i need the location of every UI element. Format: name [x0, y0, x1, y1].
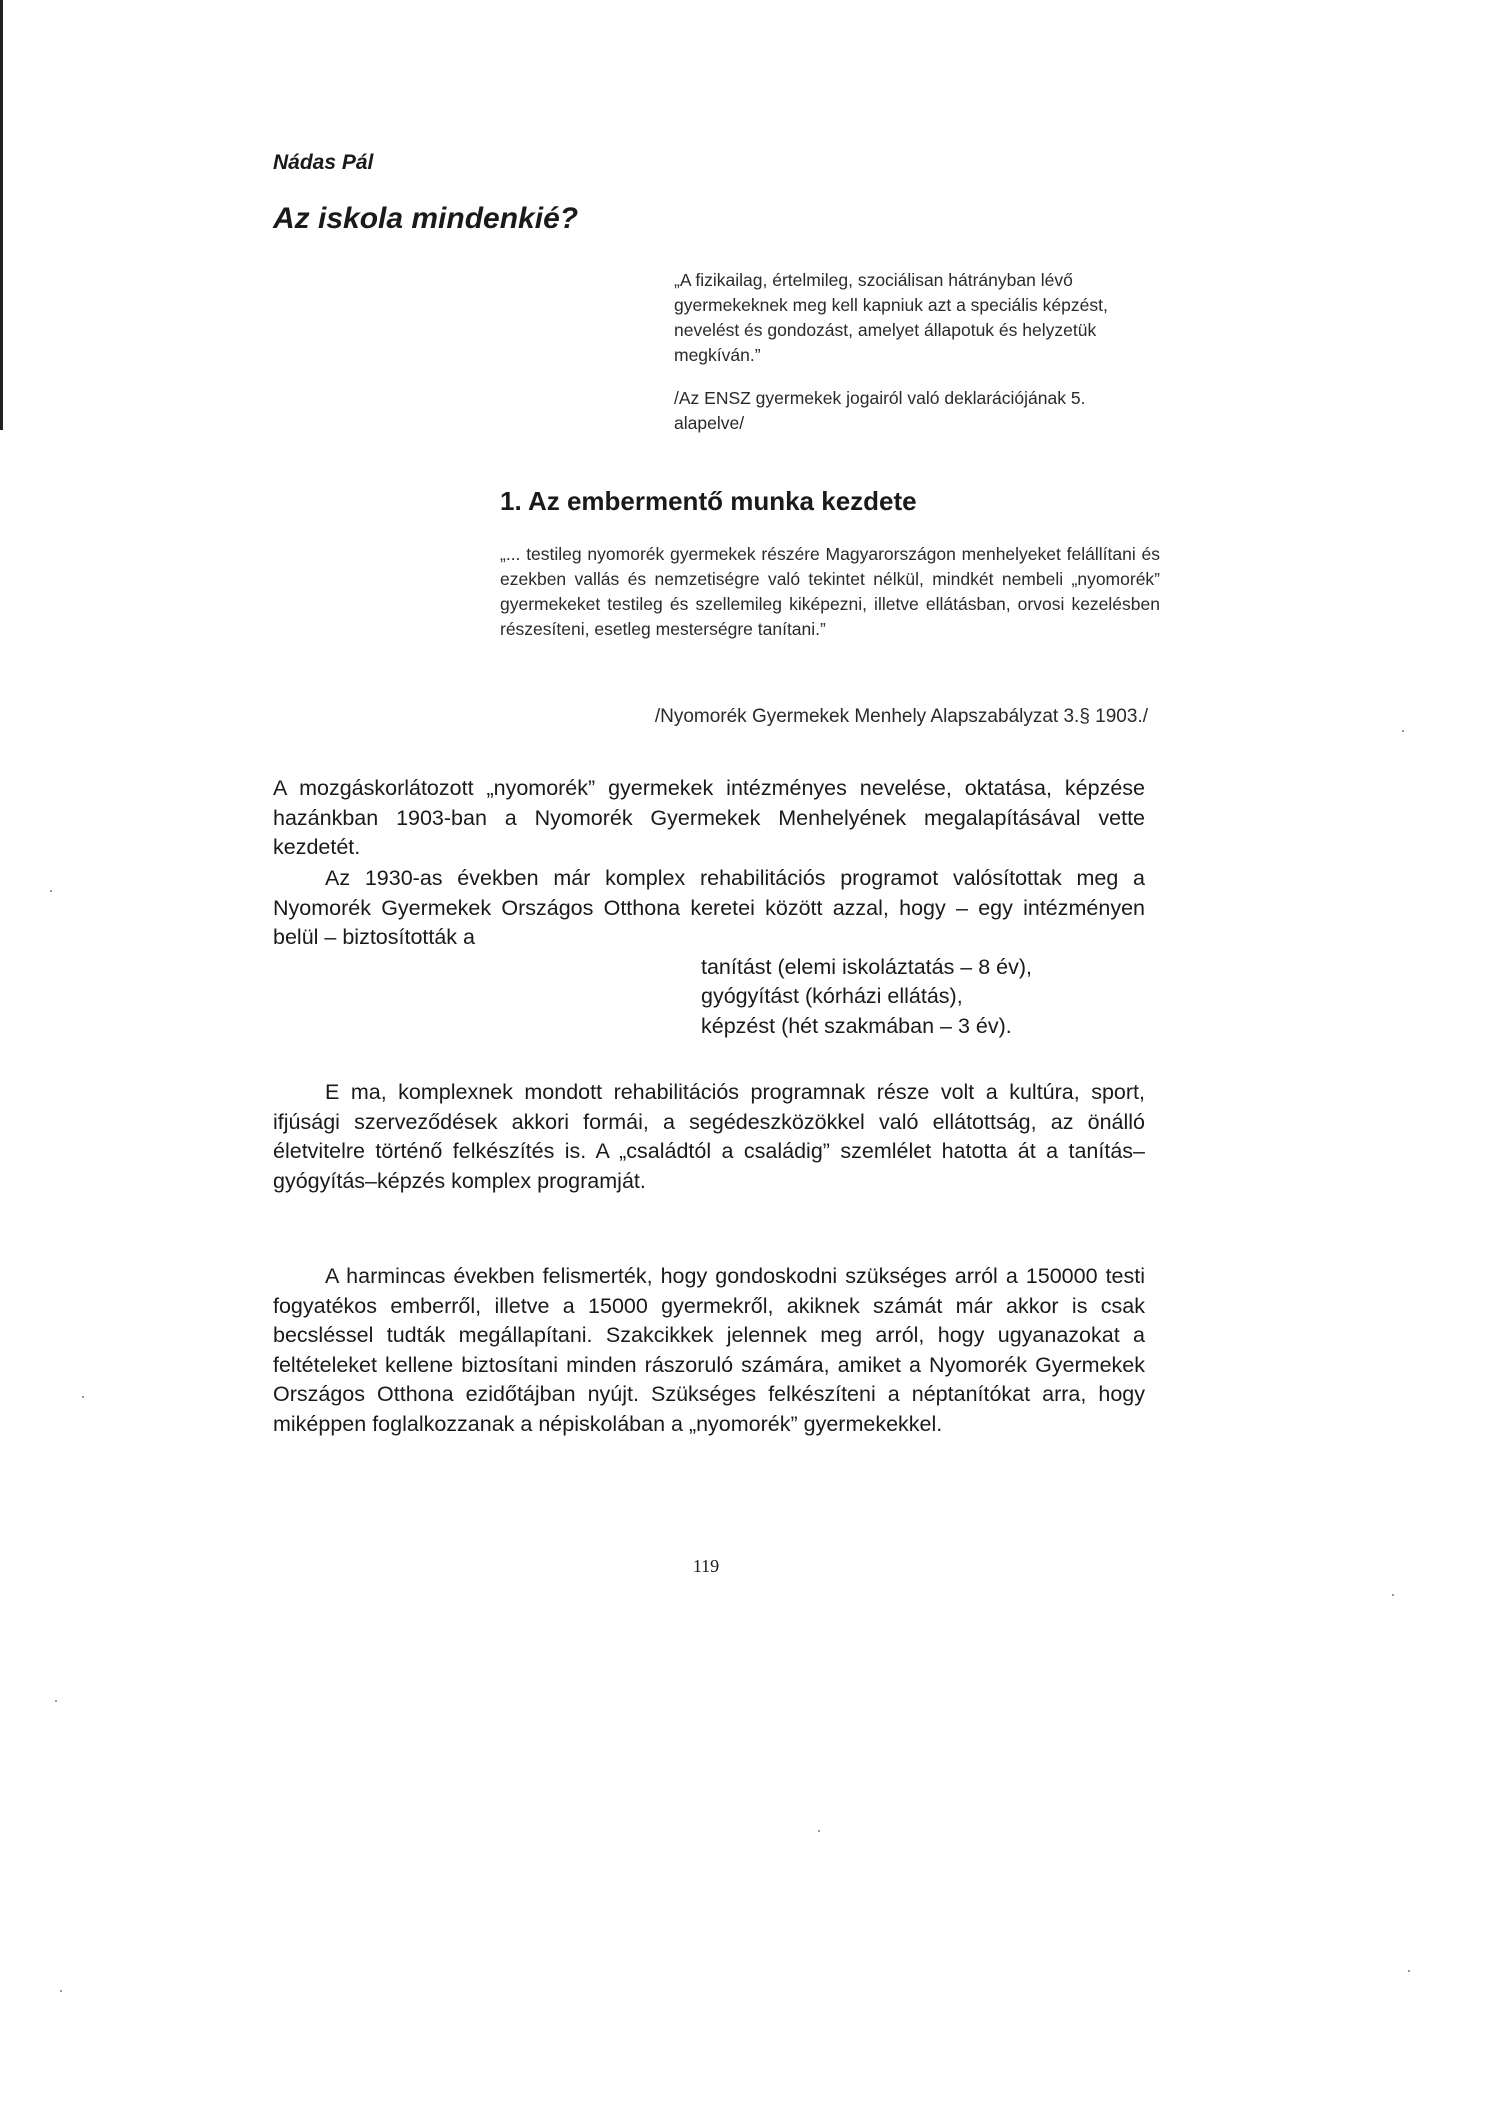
paragraph-2-intro: Az 1930-as években már komplex rehabilitációs programot valósítottak meg a Nyomorék Gyermekek Országos Otthona keretei között azzal, hogy – egy intézményen belül – biztosították a	[273, 866, 1145, 949]
scan-edge-rule	[0, 0, 3, 430]
scan-speck	[50, 890, 52, 892]
paragraph-2-item-1: tanítást (elemi iskoláztatás – 8 év),	[701, 954, 1033, 979]
paragraph-2-item-2: gyógyítást (kórházi ellátás),	[701, 984, 963, 1008]
scan-speck	[818, 1830, 820, 1832]
paragraph-4: A harmincas években felismerték, hogy gondoskodni szükséges arról a 150000 testi fogyatékos emberről, illetve a 15000 gyermekről, akiknek számát már akkor is csak becsléssel tudták megállapítani. Szakcikkek jelennek meg arról, hogy ugyanazokat a feltételeket kellene biztosítani minden rászoruló számára, amiket a Nyomorék Gyermekek Országos Otthona ezidőtájban nyújt. Szükséges felkészíteni a néptanítókat arra, hogy miképpen foglalkozzanak a népiskolában a „nyomorék” gyermekekkel.	[273, 1264, 1145, 1436]
paragraph-2-item-3: képzést (hét szakmában – 3 év).	[701, 1013, 1012, 1038]
paragraph-3: E ma, komplexnek mondott rehabilitációs programnak része volt a kultúra, sport, ifjúsági szerveződések akkori formái, a segédeszközökkel való ellátottság, az önálló életvitelre történő felkészítés is. A „családtól a családig” szemlélet hatotta át a tanítás–gyógyítás–képzés komplex programját.	[273, 1080, 1145, 1193]
page-number: 119	[692, 1556, 720, 1576]
paragraph-1: A mozgáskorlátozott „nyomorék” gyermekek intézményes nevelése, oktatása, képzése hazánkban 1903-ban a Nyomorék Gyermekek Menhelyének megalapításával vette kezdetét.	[273, 776, 1145, 859]
scan-speck	[60, 1990, 62, 1992]
motto-quote: „A fizikailag, értelmileg, szociálisan hátrányban lévő gyermekeknek meg kell kapniuk azt a speciális képzést, nevelést és gondozást, amelyet állapotuk és helyzetük megkíván.”	[674, 270, 1108, 365]
statute-source: /Nyomorék Gyermekek Menhely Alapszabályzat 3.§ 1903./	[654, 706, 1148, 727]
article-title: Az iskola mindenkié?	[273, 202, 579, 235]
scan-speck	[82, 1396, 84, 1398]
scan-speck	[55, 1700, 57, 1702]
author-name: Nádas Pál	[273, 151, 374, 174]
motto-source: /Az ENSZ gyermekek jogairól való deklarációjának 5. alapelve/	[674, 388, 1086, 433]
paragraph-2	[273, 864, 1145, 1041]
statute-quote: „... testileg nyomorék gyermekek részére Magyarországon menhelyeket felállítani és ezekben vallás és nemzetiségre való tekintet nélkül, mindkét nembeli „nyomorék” gyermekeket testileg és szellemileg kiképezni, illetve ellátásban, orvosi kezelésben részesíteni, esetleg mesterségre tanítani.”	[500, 544, 1160, 639]
scan-speck	[1408, 1970, 1410, 1972]
scan-speck	[1402, 730, 1404, 732]
section-heading: 1. Az embermentő munka kezdete	[500, 486, 917, 516]
scan-speck	[1392, 1594, 1394, 1596]
